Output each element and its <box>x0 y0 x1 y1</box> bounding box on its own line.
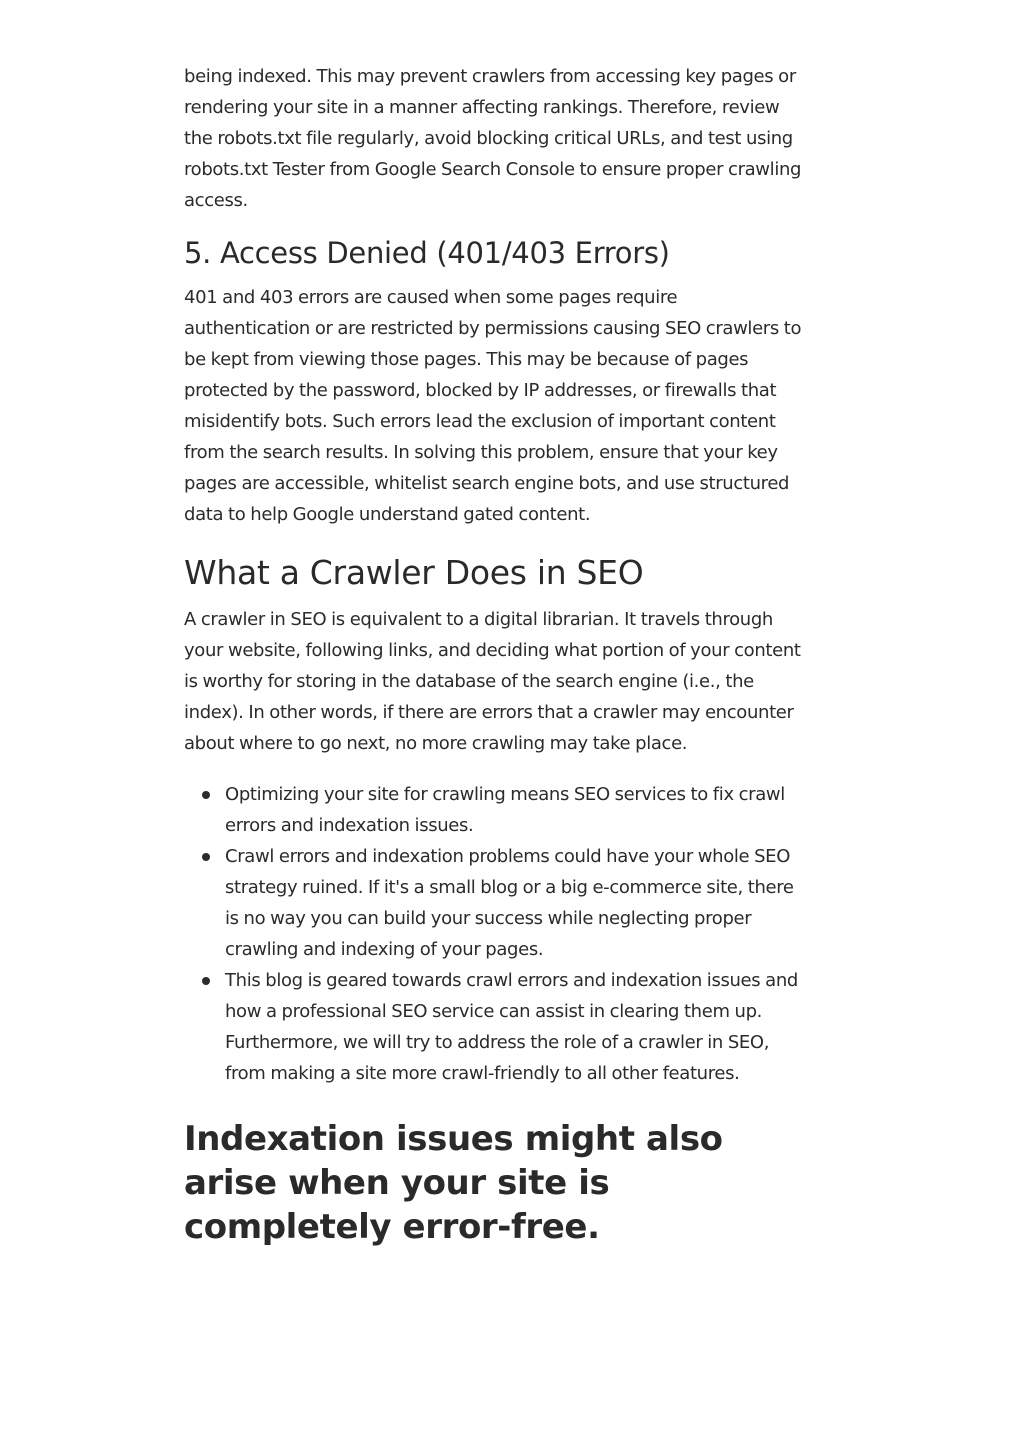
list-item <box>225 779 802 841</box>
list-item <box>225 965 802 1089</box>
crawler-bullet-list <box>184 779 802 1089</box>
list-item-text: This blog is geared towards crawl errors and indexation issues and how a professional SEO service can assist in clearing them up. Furthermore, we will try to address the role of a crawler in SEO, from making a site more crawl-friendly to all other features. <box>225 970 798 1084</box>
list-item-text: Optimizing your site for crawling means SEO services to fix crawl errors and indexation issues. <box>225 784 785 836</box>
crawler-heading: What a Crawler Does in SEO <box>184 553 644 592</box>
bullet-dot-icon <box>202 977 210 985</box>
list-item-text: Crawl errors and indexation problems could have your whole SEO strategy ruined. If it's a small blog or a big e-commerce site, there is no way you can build your success while neglecting proper crawling and indexing of your pages. <box>225 846 794 960</box>
intro-paragraph: being indexed. This may prevent crawlers from accessing key pages or rendering your site in a manner affecting rankings. Therefore, review the robots.txt file regularly, avoid blocking critical URLs, and test using robots.txt Tester from Google Search Console to ensure proper crawling access. <box>184 66 802 211</box>
bullet-dot-icon <box>202 791 210 799</box>
list-item <box>225 841 802 965</box>
access-denied-paragraph: 401 and 403 errors are caused when some pages require authentication or are restricted by permissions causing SEO crawlers to be kept from viewing those pages. This may be because of pages protected by the password, blocked by IP addresses, or firewalls that misidentify bots. Such errors lead the exclusion of important content from the search results. In solving this problem, ensure that your key pages are accessible, whitelist search engine bots, and use structured data to help Google understand gated content. <box>184 287 802 525</box>
indexation-heading: Indexation issues might also arise when your site is completely error-free. <box>184 1119 723 1247</box>
article-content <box>184 61 802 1259</box>
bullet-dot-icon <box>202 853 210 861</box>
crawler-paragraph: A crawler in SEO is equivalent to a digital librarian. It travels through your website, following links, and deciding what portion of your content is worthy for storing in the database of the search engine (i.e., the index). In other words, if there are errors that a crawler may encounter about where to go next, no more crawling may take place. <box>184 609 801 754</box>
access-denied-heading: 5. Access Denied (401/403 Errors) <box>184 236 670 270</box>
